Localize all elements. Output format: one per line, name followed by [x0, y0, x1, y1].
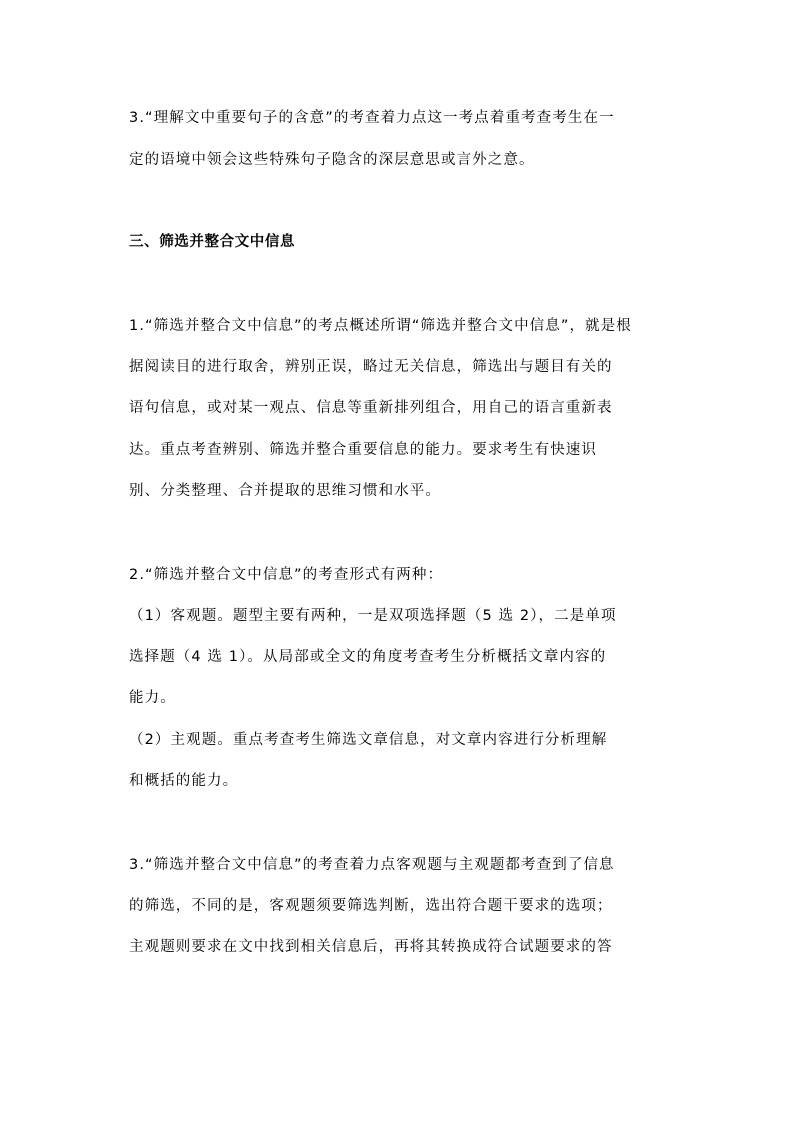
text-line: 3.“筛选并整合文中信息”的考查着力点客观题与主观题都考查到了信息: [129, 857, 615, 873]
text-line: 能力。: [129, 690, 176, 706]
text-line: 据阅读目的进行取舍，辨别正误，略过无关信息，筛选出与题目有关的: [129, 359, 613, 375]
text-line: 主观题则要求在文中找到相关信息后，再将其转换成符合试题要求的答: [129, 939, 613, 955]
text-line: 别、分类整理、合并提取的思维习惯和水平。: [129, 483, 441, 499]
text-line: 和概括的能力。: [129, 773, 239, 789]
text-line: 2.“筛选并整合文中信息”的考查形式有两种：: [129, 567, 444, 583]
section-heading: 三、筛选并整合文中信息: [129, 234, 296, 250]
text-line: 1.“筛选并整合文中信息”的考点概述所谓“筛选并整合文中信息”，就是根: [129, 318, 632, 334]
text-line: （1）客观题。题型主要有两种，一是双项选择题（5 选 2），二是单项: [129, 608, 617, 624]
text-line: （2）主观题。重点考查考生筛选文章信息，对文章内容进行分析理解: [129, 732, 608, 748]
text-line: 3.“理解文中重要句子的含意”的考查着力点这一考点着重考查考生在一: [129, 110, 615, 126]
text-line: 达。重点考查辨别、筛选并整合重要信息的能力。要求考生有快速识: [129, 442, 597, 458]
text-line: 的筛选，不同的是，客观题须要筛选判断，选出符合题干要求的选项；: [129, 898, 613, 914]
text-line: 定的语境中领会这些特殊句子隐含的深层意思或言外之意。: [129, 152, 535, 168]
text-line: 语句信息，或对某一观点、信息等重新排列组合，用自己的语言重新表: [129, 400, 613, 416]
text-line: 选择题（4 选 1）。从局部或全文的角度考查考生分析概括文章内容的: [129, 649, 607, 665]
